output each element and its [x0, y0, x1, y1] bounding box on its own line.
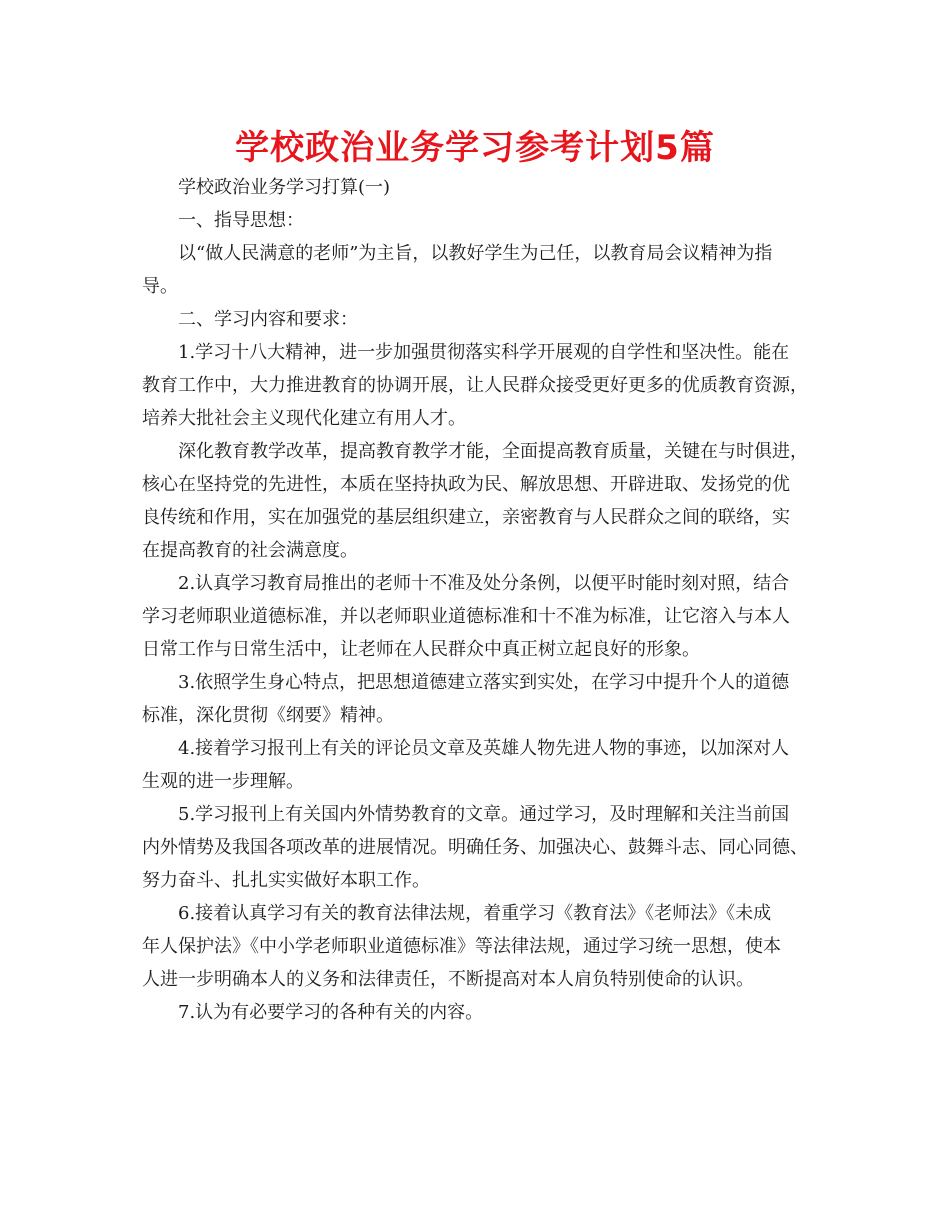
paragraph-line: 6.接着认真学习有关的教育法律法规，着重学习《教育法》《老师法》《未成 — [178, 903, 772, 924]
paragraph-deepen-reform — [142, 435, 812, 567]
paragraph-item-7 — [142, 996, 812, 1029]
paragraph-line: 4.接着学习报刊上有关的评论员文章及英雄人物先进人物的事迹，以加深对人 — [178, 738, 790, 759]
paragraph-line: 标准，深化贯彻《纲要》精神。 — [142, 705, 394, 726]
paragraph-guiding-thought — [142, 237, 812, 303]
paragraph-line: 1.学习十八大精神，进一步加强贯彻落实科学开展观的自学性和坚决性。能在 — [178, 342, 790, 363]
paragraph-line: 培养大批社会主义现代化建立有用人才。 — [142, 408, 466, 429]
paragraph-line: 以“做人民满意的老师”为主旨，以教好学生为己任，以教育局会议精神为指 — [178, 243, 773, 264]
paragraph-line: 在提高教育的社会满意度。 — [142, 540, 358, 561]
paragraph-subtitle — [142, 171, 812, 204]
paragraph-line: 深化教育教学改革，提高教育教学才能，全面提高教育质量，关键在与时俱进， — [178, 441, 808, 462]
paragraph-item-2 — [142, 567, 812, 666]
paragraph-line: 学校政治业务学习打算(一) — [178, 177, 391, 198]
paragraph-line: 3.依照学生身心特点，把思想道德建立落实到实处，在学习中提升个人的道德 — [178, 672, 790, 693]
paragraph-line: 一、指导思想： — [178, 210, 304, 231]
document-body — [142, 171, 812, 1029]
paragraph-item-3 — [142, 666, 812, 732]
paragraph-item-6 — [142, 897, 812, 996]
paragraph-line: 年人保护法》《中小学老师职业道德标准》等法律法规，通过学习统一思想，使本 — [142, 936, 781, 957]
paragraph-line: 7.认为有必要学习的各种有关的内容。 — [178, 1002, 484, 1023]
paragraph-line: 良传统和作用，实在加强党的基层组织建立，亲密教育与人民群众之间的联络，实 — [142, 507, 790, 528]
paragraph-line: 5.学习报刊上有关国内外情势教育的文章。通过学习，及时理解和关注当前国 — [178, 804, 790, 825]
paragraph-line: 核心在坚持党的先进性，本质在坚持执政为民、解放思想、开辟进取、发扬党的优 — [142, 474, 790, 495]
paragraph-line: 人进一步明确本人的义务和法律责任，不断提高对本人肩负特别使命的认识。 — [142, 969, 754, 990]
paragraph-item-1 — [142, 336, 812, 435]
paragraph-heading-guiding-thought — [142, 204, 812, 237]
paragraph-heading-content — [142, 303, 812, 336]
paragraph-line: 二、学习内容和要求： — [178, 309, 358, 330]
paragraph-line: 内外情势及我国各项改革的进展情况。明确任务、加强决心、鼓舞斗志、同心同德、 — [142, 837, 808, 858]
paragraph-line: 教育工作中，大力推进教育的协调开展，让人民群众接受更好更多的优质教育资源， — [142, 375, 808, 396]
paragraph-line: 努力奋斗、扎扎实实做好本职工作。 — [142, 870, 430, 891]
paragraph-line: 学习老师职业道德标准，并以老师职业道德标准和十不准为标准，让它溶入与本人 — [142, 606, 790, 627]
paragraph-line: 导。 — [142, 276, 178, 297]
paragraph-line: 2.认真学习教育局推出的老师十不准及处分条例，以便平时能时刻对照，结合 — [178, 573, 790, 594]
document-title: 学校政治业务学习参考计划5篇 — [235, 128, 715, 168]
paragraph-line: 生观的进一步理解。 — [142, 771, 304, 792]
paragraph-item-4 — [142, 732, 812, 798]
paragraph-line: 日常工作与日常生活中，让老师在人民群众中真正树立起良好的形象。 — [142, 639, 700, 660]
paragraph-item-5 — [142, 798, 812, 897]
